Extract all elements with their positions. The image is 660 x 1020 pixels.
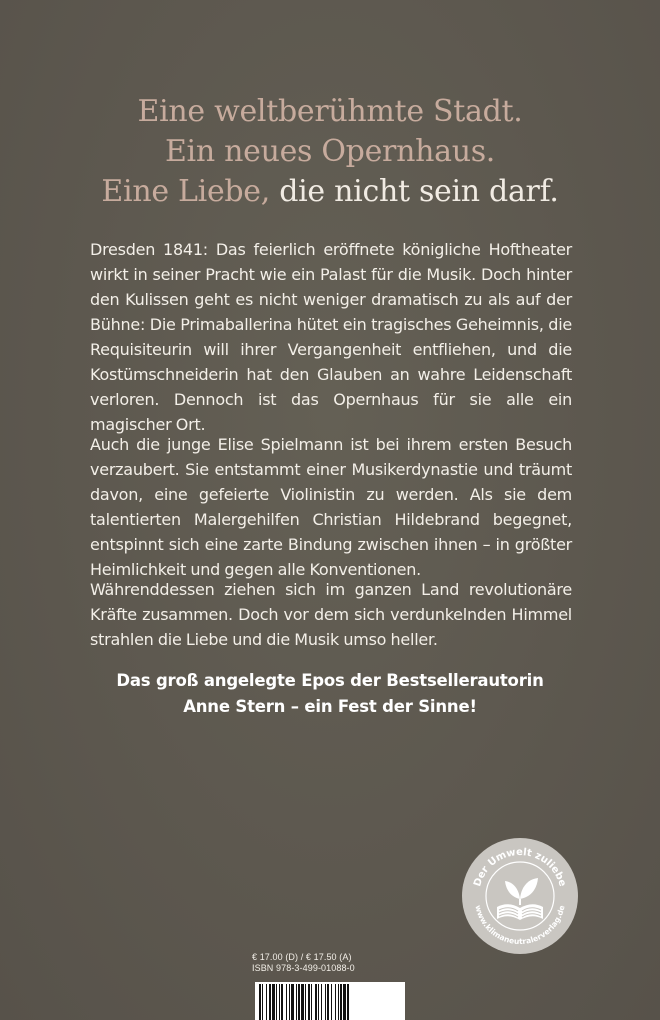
barcode (255, 982, 405, 1020)
blurb-paragraph-1: Dresden 1841: Das feierlich eröffnete königliche Hoftheater wirkt in seiner Pracht wie ein Palast für die Musik. Doch hinter den Kulissen geht es nicht weniger dramatisch zu als auf der Bühne: Die Primaballerina hütet ein tragisches Geheimnis, die Requisiteurin will ihrer Vergangenheit entfliehen, und die Kostümschneiderin hat den Glauben an wahre Leidenschaft verloren. Dennoch ist das Opernhaus für sie alle ein magischer Ort. (90, 240, 572, 434)
price-line: € 17.00 (D) / € 17.50 (A) (252, 952, 352, 962)
barcode-bars (255, 982, 405, 1020)
badge-bottom-text: www.klimaneutralerverlag.de (473, 904, 567, 947)
isbn-line: ISBN 978-3-499-01088-0 (252, 963, 355, 973)
tagline-line-1: Eine weltberühmte Stadt. (137, 94, 523, 129)
tagline-line-3 (0, 172, 660, 212)
tagline-line-3-accent: Eine Liebe, (101, 174, 270, 209)
climate-neutral-badge (461, 837, 579, 955)
blurb-paragraph-2: Auch die junge Elise Spielmann ist bei ihrem ersten Besuch verzaubert. Sie entstammt einer Musikerdynastie und träumt davon, eine gefeierte Violinistin zu werden. Als sie dem talentierten Malergehilfen Christian Hildebrand begegnet, entspinnt sich eine zarte Bindung zwischen ihnen – in größter Heimlichkeit und gegen alle Konventionen. (90, 435, 572, 579)
closing-line-1: Das groß angelegte Epos der Bestsellerautorin (116, 671, 544, 690)
badge-top-text: Der Umwelt zuliebe (472, 846, 568, 888)
tagline (0, 92, 660, 212)
closing-line-2: Anne Stern – ein Fest der Sinne! (183, 697, 477, 716)
leaf-book-icon (461, 837, 579, 955)
price-info (252, 952, 355, 974)
closing-statement (0, 668, 660, 720)
tagline-line-2: Ein neues Opernhaus. (164, 134, 496, 169)
blurb-paragraph-3: Währenddessen ziehen sich im ganzen Land revolutionäre Kräfte zusammen. Doch vor dem sich verdunkelnden Himmel strahlen die Liebe und die Musik umso heller. (90, 580, 572, 649)
tagline-line-3-rest: die nicht sein darf. (270, 174, 559, 209)
